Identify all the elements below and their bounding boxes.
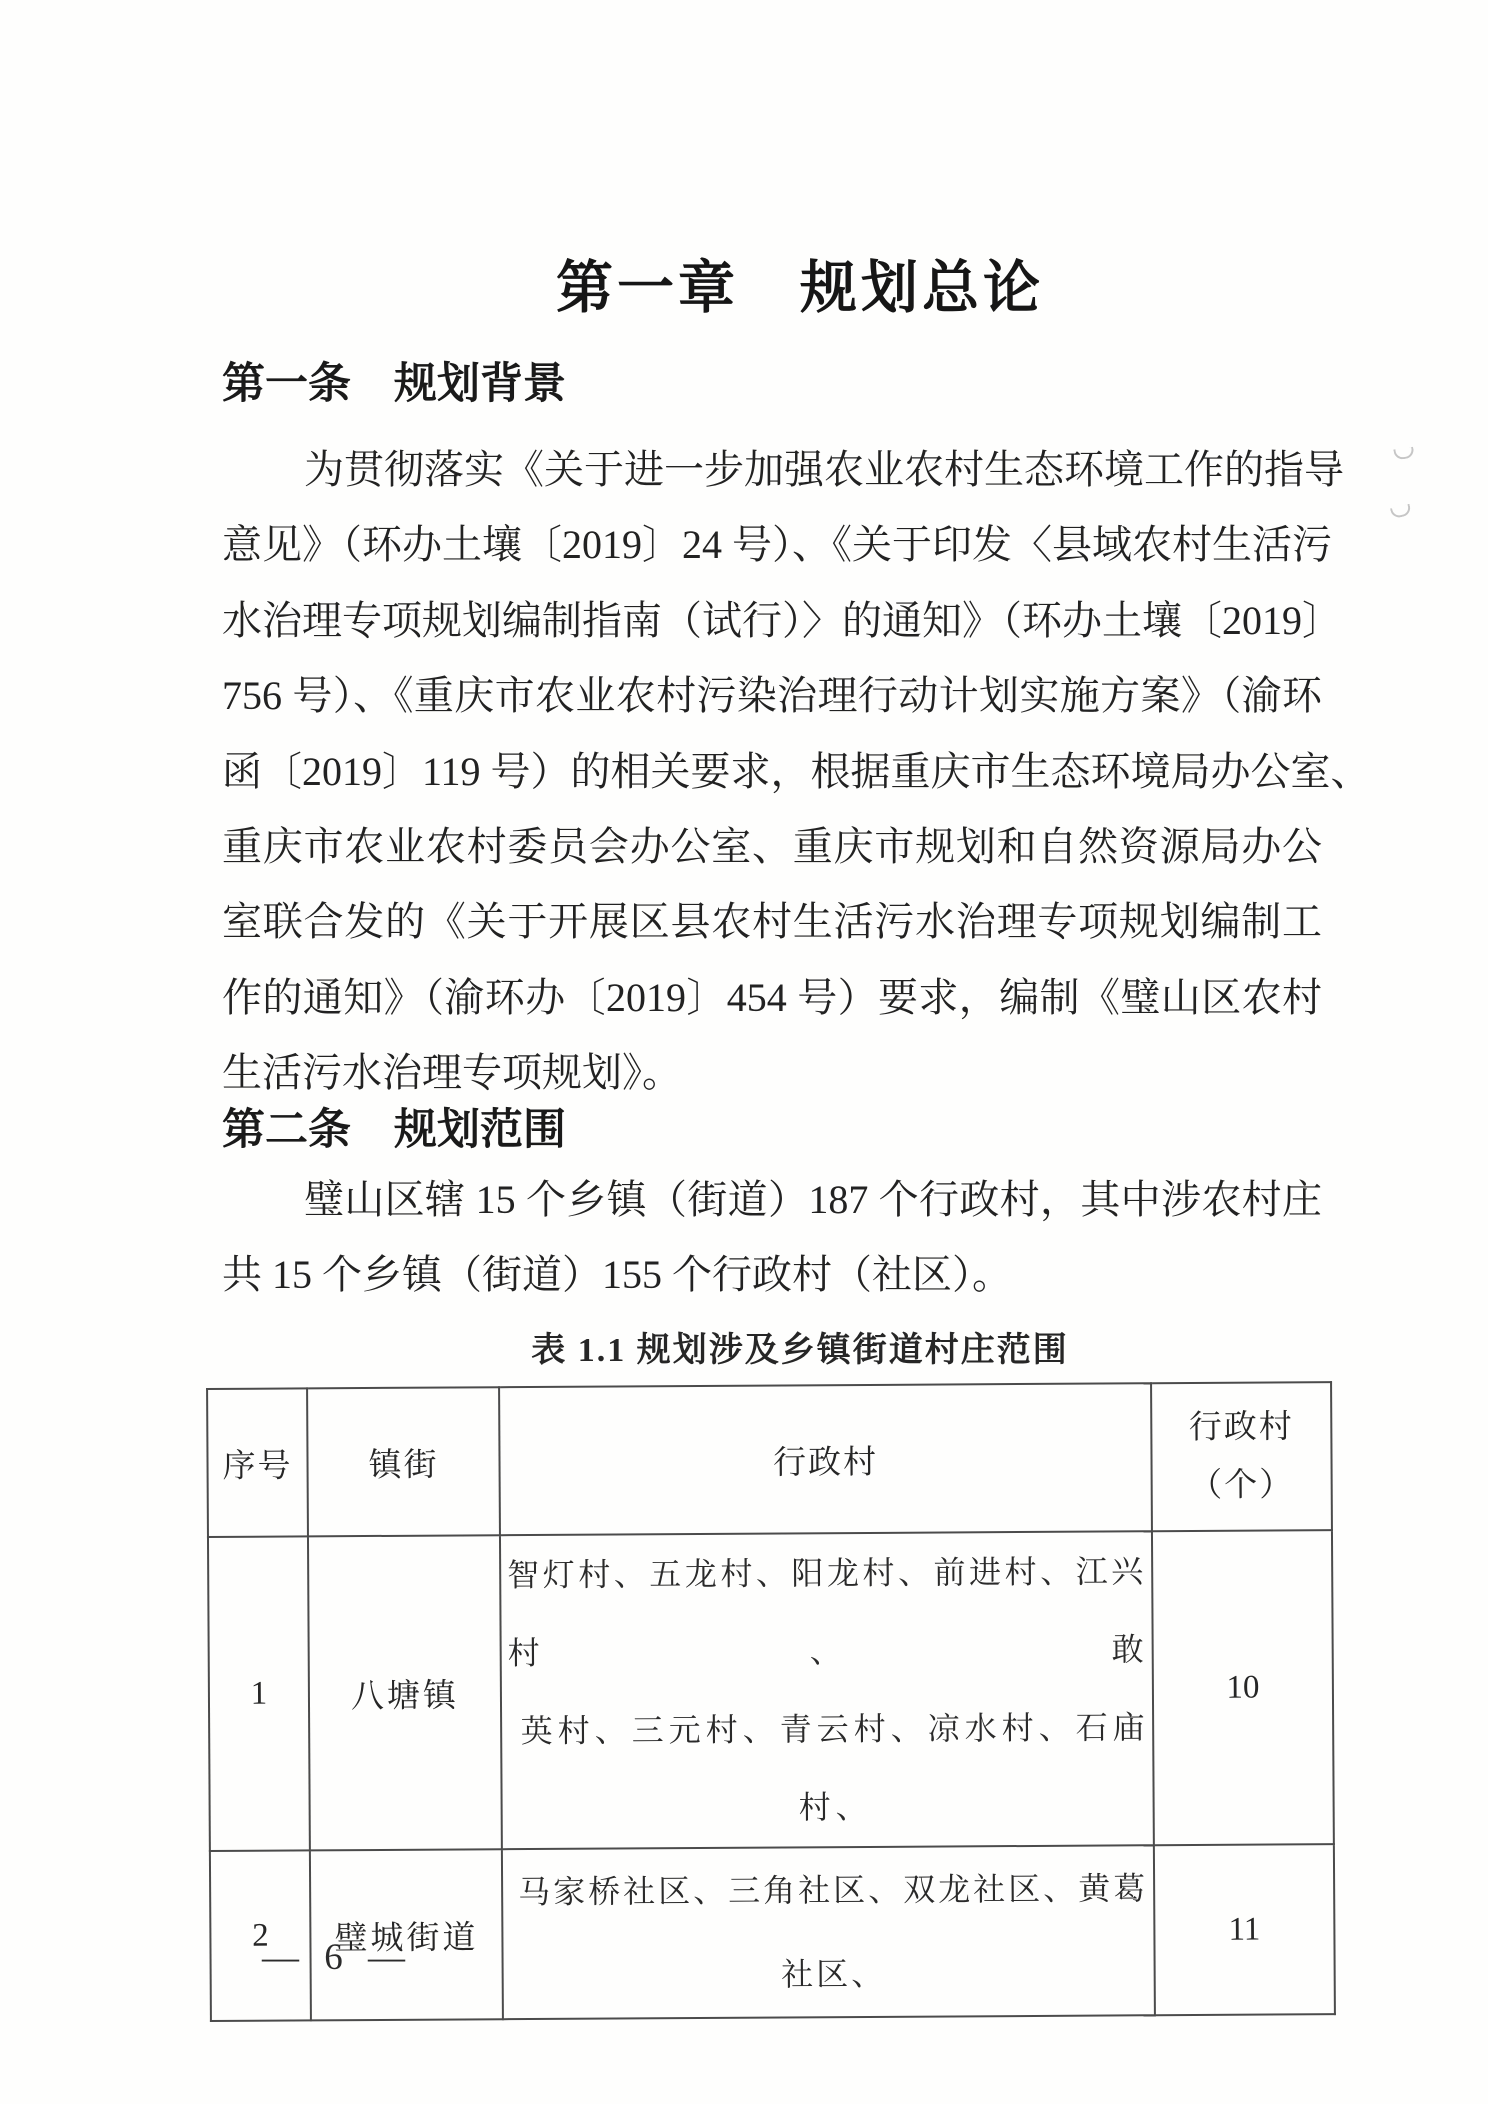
town-cell: 八塘镇 <box>308 1535 502 1850</box>
scan-artifact <box>1390 504 1412 520</box>
count-cell: 11 <box>1154 1844 1335 2015</box>
header-village-count: 行政村 （个） <box>1151 1382 1332 1531</box>
scan-artifact <box>1393 447 1414 461</box>
table-caption: 表 1.1 规划涉及乡镇街道村庄范围 <box>531 1332 1069 1369</box>
header-administrative-villages: 行政村 <box>499 1383 1152 1535</box>
paragraph-line: 756 号）、《重庆市农业农村污染治理行动计划实施方案》（渝环 <box>222 673 1322 719</box>
paragraph-line: 室联合发的《关于开展区县农村生活污水治理专项规划编制工 <box>222 899 1322 945</box>
table-header-row <box>207 1382 1332 1537</box>
town-cell: 璧城街道 <box>310 1849 503 2020</box>
section-2-heading: 第二条 规划范围 <box>222 1106 566 1154</box>
villages-line: 马家桥社区、三角社区、双龙社区、黄葛社区、 <box>518 1870 1149 1993</box>
table-row <box>210 1844 1335 2021</box>
paragraph-line: 作的通知》（渝环办〔2019〕454 号）要求，编制《璧山区农村 <box>222 974 1322 1020</box>
paragraph-line: 为贯彻落实《关于进一步加强农业农村生态环境工作的指导 <box>304 447 1344 492</box>
paragraph-line: 水治理专项规划编制指南（试行）〉的通知》（环办土壤〔2019〕 <box>222 597 1342 643</box>
count-cell: 10 <box>1152 1530 1334 1845</box>
table-row <box>208 1530 1334 1851</box>
paragraph-line: 意见》（环办土壤〔2019〕24 号）、《关于印发〈县域农村生活污 <box>222 522 1332 568</box>
paragraph-line: 函〔2019〕119 号）的相关要求，根据重庆市生态环境局办公室、 <box>222 748 1371 794</box>
villages-table <box>206 1381 1336 2022</box>
paragraph-line: 共 15 个乡镇（街道）155 个行政村（社区）。 <box>222 1252 1012 1298</box>
paragraph-line: 重庆市农业农村委员会办公室、重庆市规划和自然资源局办公 <box>222 823 1322 869</box>
villages-line: 英村、三元村、青云村、凉水村、石庙村、 <box>520 1709 1150 1826</box>
section-2-paragraph <box>222 1162 1322 1313</box>
villages-cell <box>502 1845 1155 2019</box>
page-number: — 6 — <box>262 1937 413 1978</box>
section-1-paragraph <box>222 432 1371 1111</box>
villages-cell <box>500 1531 1154 1849</box>
paragraph-line: 璧山区辖 15 个乡镇（街道）187 个行政村，其中涉农村庄 <box>304 1177 1322 1222</box>
section-1-heading: 第一条 规划背景 <box>222 360 566 408</box>
header-town-street: 镇街 <box>307 1387 500 1536</box>
chapter-title: 第一章 规划总论 <box>556 257 1044 320</box>
villages-line: 智灯村、五龙村、阳龙村、前进村、江兴村、敢 <box>507 1553 1144 1672</box>
serial-cell: 2 <box>210 1850 311 2021</box>
paragraph-line: 生活污水治理专项规划》。 <box>222 1050 682 1096</box>
header-serial-number: 序号 <box>207 1388 308 1537</box>
serial-cell: 1 <box>208 1536 310 1851</box>
